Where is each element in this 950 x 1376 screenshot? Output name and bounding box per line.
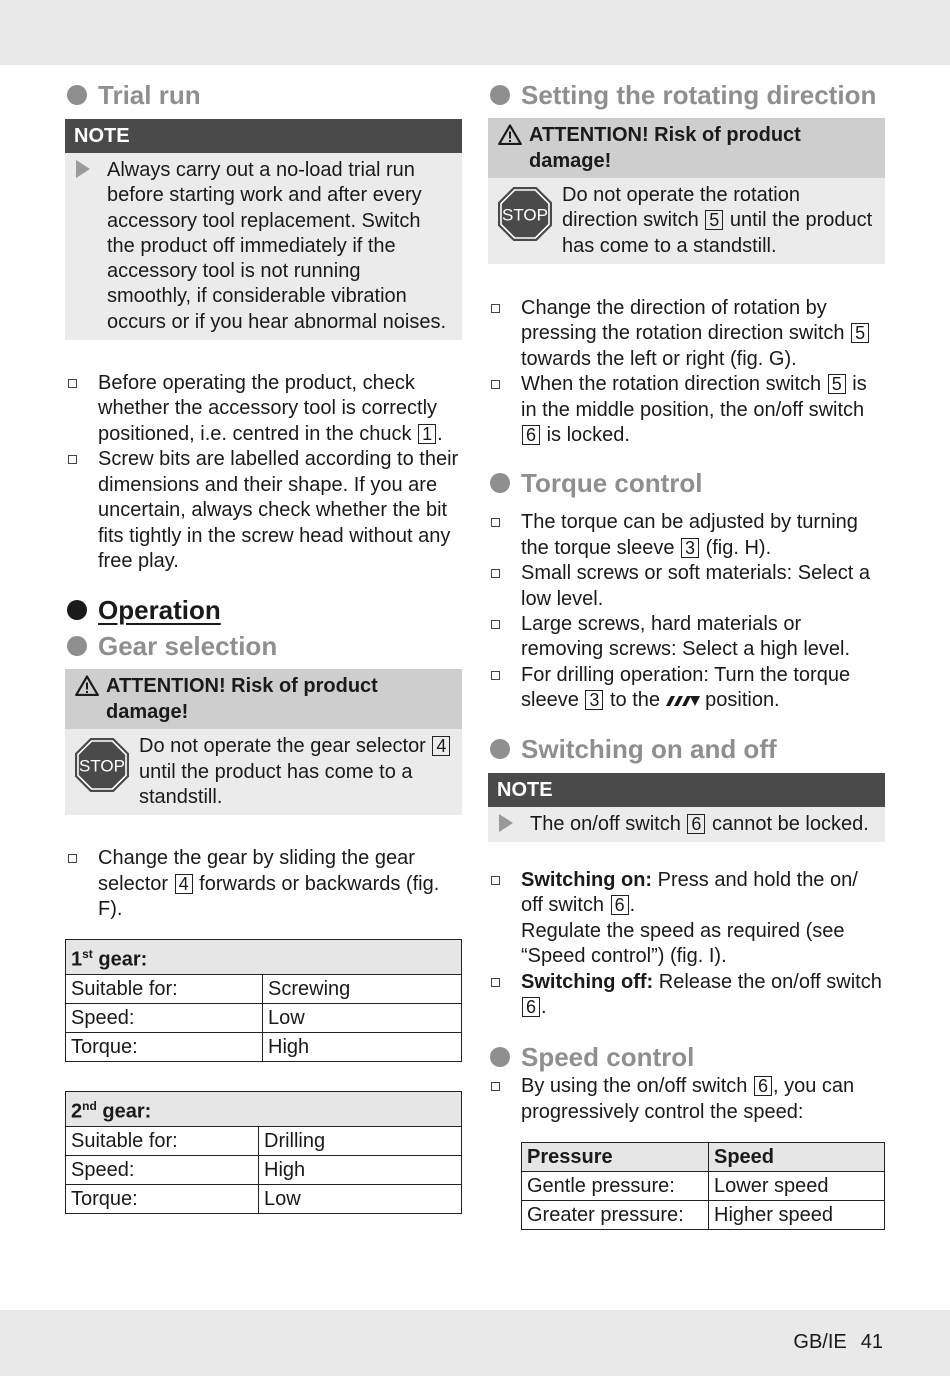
list-item: The torque can be adjusted by turning the torque sleeve 3 (fig. H). [488,510,885,561]
svg-text:STOP: STOP [502,205,548,225]
trial-run-note [65,119,462,340]
bullet-dot-icon [490,1047,510,1067]
checkbox-square-icon [491,569,500,578]
bullet-dot-icon [490,739,510,759]
part-ref: 5 [828,374,846,394]
note-body: The on/off switch 6 cannot be locked. [488,807,885,842]
list-item: Change the gear by sliding the gear selector 4 forwards or backwards (fig. F). [65,846,462,922]
table-row: Suitable for: Screwing [66,975,462,1004]
page-number: 41 [860,1331,883,1353]
checkbox-square-icon [491,620,500,629]
checkbox-square-icon [491,1082,500,1091]
torque-control-heading: Torque control [488,466,885,500]
gear2-table [65,1091,462,1214]
bullet-dot-icon [67,636,87,656]
part-ref: 6 [687,814,705,834]
top-band [0,0,950,65]
right-column [488,78,885,1230]
attention-body: STOP Do not operate the rotation direction switch 5 until the product has come to a standstill. [488,178,885,264]
speed-control-heading: Speed control [488,1040,885,1074]
svg-text:STOP: STOP [79,756,125,776]
bullet-dot-icon [490,473,510,493]
bullet-dot-icon [67,600,87,620]
speed-list [488,1074,885,1125]
table-row: Greater pressure: Higher speed [522,1201,885,1230]
table-row: Torque: High [66,1033,462,1062]
attention-title: ATTENTION! Risk of product damage! [488,118,885,178]
switching-heading: Switching on and off [488,732,885,766]
bullet-dot-icon [490,85,510,105]
torque-list [488,510,885,713]
part-ref: 1 [418,424,436,444]
list-item: Switching on: Press and hold the on/ off switch 6 . Regulate the speed as required (see “Speed control”) (fig. I). [488,868,885,970]
gear-attention-box [65,669,462,815]
page-footer [793,1331,883,1354]
list-item: Screw bits are labelled according to their dimensions and their shape. If you are uncertain, always check whether the bit fits tightly in the screw head without any free play. [65,447,462,574]
trial-run-heading: Trial run [65,78,462,112]
checkbox-square-icon [491,304,500,313]
part-ref: 4 [175,874,193,894]
checkbox-square-icon [491,978,500,987]
part-ref: 6 [522,425,540,445]
table-header: Pressure Speed [522,1143,885,1172]
table-row: Speed: High [66,1155,462,1184]
gear1-title: 1st gear: [66,940,462,975]
part-ref: 6 [611,895,629,915]
gear-list [65,846,462,922]
part-ref: 6 [522,997,540,1017]
list-item: By using the on/off switch 6 , you can progressively control the speed: [488,1074,885,1125]
speed-table [521,1142,885,1230]
checkbox-square-icon [491,671,500,680]
stop-sign-icon [497,186,553,242]
part-ref: 3 [681,538,699,558]
part-ref: 5 [705,210,723,230]
note-body: Always carry out a no-load trial run before starting work and after every accessory tool replacement. Switch the product off immediately if the accessory tool is not running smoothly, if considerable vibration occurs or if you hear abnormal noises. [65,153,462,340]
note-label: NOTE [488,773,885,807]
stop-sign-icon [74,737,130,793]
list-item: For drilling operation: Turn the torque sleeve 3 to the position. [488,663,885,714]
checkbox-square-icon [68,455,77,464]
warning-triangle-icon [75,675,99,696]
table-row: Torque: Low [66,1184,462,1213]
list-item: Large screws, hard materials or removing screws: Select a high level. [488,612,885,663]
checkbox-square-icon [491,876,500,885]
part-ref: 4 [432,736,450,756]
part-ref: 3 [585,690,603,710]
attention-body: STOP Do not operate the gear selector 4 until the product has come to a standstill. [65,729,462,815]
trial-run-list [65,371,462,574]
list-item: Before operating the product, check whether the accessory tool is correctly positioned, i.e. centred in the chuck 1 . [65,371,462,447]
switching-list [488,868,885,1020]
part-ref: 5 [851,323,869,343]
switching-note [488,773,885,842]
checkbox-square-icon [68,854,77,863]
gear2-title: 2nd gear: [66,1092,462,1127]
gear1-table [65,939,462,1062]
region-code: GB/IE [793,1331,847,1353]
warning-triangle-icon [498,124,522,145]
table-row: Speed: Low [66,1004,462,1033]
list-item: When the rotation direction switch 5 is in the middle position, the on/off switch 6 is locked. [488,372,885,448]
table-row: Suitable for: Drilling [66,1126,462,1155]
rotation-attention-box [488,118,885,264]
list-item: Change the direction of rotation by pressing the rotation direction switch 5 towards the left or right (fig. G). [488,296,885,372]
triangle-arrow-icon [499,814,513,832]
bullet-dot-icon [67,85,87,105]
drill-symbol-icon [666,694,700,708]
part-ref: 6 [754,1076,772,1096]
rotating-direction-heading: Setting the rotating direction [488,78,885,112]
checkbox-square-icon [491,380,500,389]
operation-heading: Operation [65,593,462,627]
list-item: Small screws or soft materials: Select a low level. [488,561,885,612]
gear-selection-heading: Gear selection [65,629,462,663]
table-row: Gentle pressure: Lower speed [522,1172,885,1201]
triangle-arrow-icon [76,160,90,178]
checkbox-square-icon [68,379,77,388]
checkbox-square-icon [491,518,500,527]
left-column [65,78,462,1214]
note-label: NOTE [65,119,462,153]
rotation-list [488,296,885,448]
list-item: Switching off: Release the on/off switch 6 . [488,970,885,1021]
attention-title: ATTENTION! Risk of product damage! [65,669,462,729]
